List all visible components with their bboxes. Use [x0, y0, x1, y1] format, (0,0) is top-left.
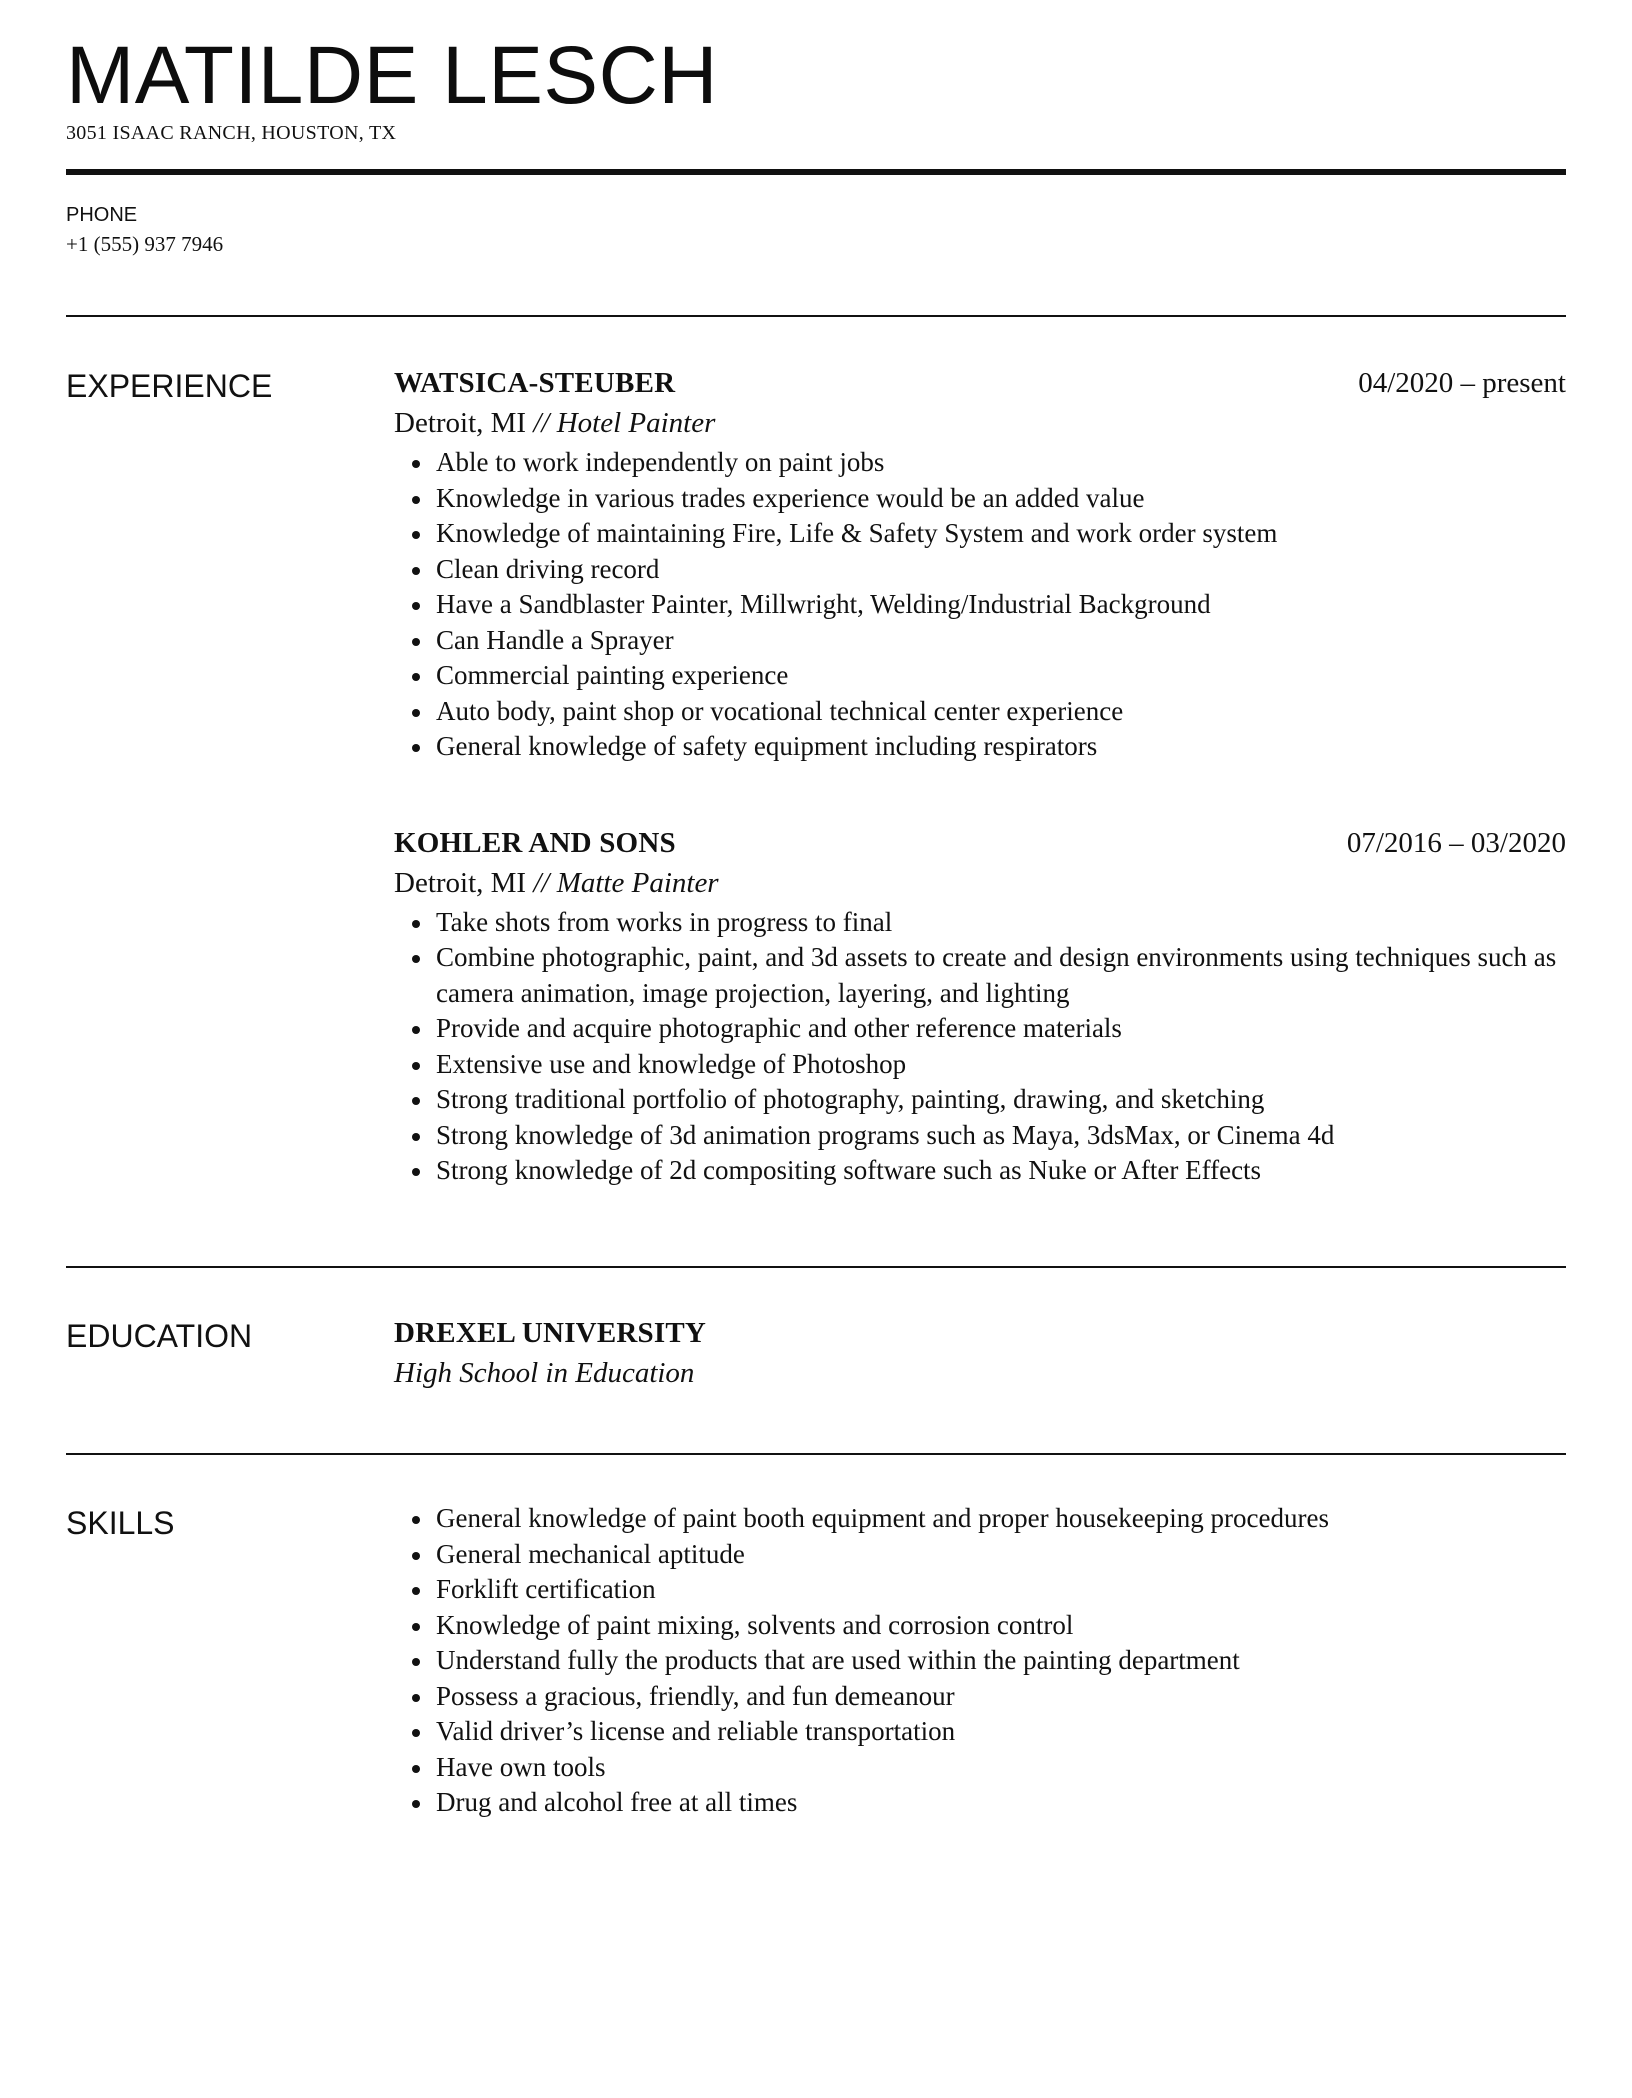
company-name: KOHLER AND SONS: [394, 826, 676, 859]
list-item: Have own tools: [394, 1750, 1566, 1786]
job-duties-list: [394, 445, 1566, 765]
job-entry: [394, 363, 1566, 765]
section-divider: [66, 315, 1566, 317]
job-subtitle: [394, 863, 1566, 903]
header-divider: [66, 169, 1566, 175]
list-item: Can Handle a Sprayer: [394, 623, 1566, 659]
experience-heading: EXPERIENCE: [66, 368, 273, 404]
degree-text: High School in Education: [394, 1357, 695, 1389]
list-item: Have a Sandblaster Painter, Millwright, Welding/Industrial Background: [394, 587, 1566, 623]
education-heading: EDUCATION: [66, 1318, 253, 1354]
job-header: [394, 363, 1566, 403]
job-header: [394, 823, 1566, 863]
job-separator: //: [533, 407, 550, 439]
phone-label: PHONE: [66, 204, 138, 226]
job-separator: //: [533, 866, 550, 899]
list-item: Take shots from works in progress to final: [394, 905, 1566, 941]
section-divider: [66, 1453, 1566, 1455]
job-duties-list: [394, 905, 1566, 1189]
list-item: Strong traditional portfolio of photography, painting, drawing, and sketching: [394, 1082, 1566, 1118]
list-item: Able to work independently on paint jobs: [394, 445, 1566, 481]
list-item: Knowledge in various trades experience would be an added value: [394, 481, 1566, 517]
candidate-address: 3051 ISAAC RANCH, HOUSTON, TX: [66, 122, 397, 144]
job-title: Matte Painter: [556, 866, 719, 899]
skills-heading: SKILLS: [66, 1505, 175, 1541]
list-item: Understand fully the products that are used within the painting department: [394, 1643, 1566, 1679]
job-location: Detroit, MI: [394, 866, 527, 899]
list-item: Auto body, paint shop or vocational technical center experience: [394, 694, 1566, 730]
job-entry: [394, 823, 1566, 1189]
list-item: Extensive use and knowledge of Photoshop: [394, 1047, 1566, 1083]
list-item: Possess a gracious, friendly, and fun demeanour: [394, 1679, 1566, 1715]
company-name: WATSICA-STEUBER: [394, 367, 676, 399]
list-item: Commercial painting experience: [394, 658, 1566, 694]
list-item: Strong knowledge of 3d animation programs such as Maya, 3dsMax, or Cinema 4d: [394, 1118, 1566, 1154]
list-item: Valid driver’s license and reliable transportation: [394, 1714, 1566, 1750]
list-item: General knowledge of paint booth equipment and proper housekeeping procedures: [394, 1501, 1566, 1537]
list-item: Knowledge of paint mixing, solvents and corrosion control: [394, 1608, 1566, 1644]
job-dates: 07/2016 – 03/2020: [1346, 826, 1566, 859]
job-location: Detroit, MI: [394, 407, 527, 439]
list-item: Drug and alcohol free at all times: [394, 1785, 1566, 1821]
list-item: Clean driving record: [394, 552, 1566, 588]
list-item: Forklift certification: [394, 1572, 1566, 1608]
resume-page: [66, 0, 1566, 2098]
list-item: Provide and acquire photographic and other reference materials: [394, 1011, 1566, 1047]
job-subtitle: [394, 403, 1566, 443]
section-divider: [66, 1266, 1566, 1268]
education-content: [394, 1313, 1566, 1393]
list-item: General mechanical aptitude: [394, 1537, 1566, 1573]
skills-content: [394, 1499, 1566, 1821]
job-dates: 04/2020 – present: [1358, 367, 1566, 399]
candidate-name: MATILDE LESCH: [66, 30, 719, 121]
job-title: Hotel Painter: [556, 407, 716, 439]
list-item: Combine photographic, paint, and 3d assets to create and design environments using techniques such as camera animation, image projection, layering, and lighting: [394, 940, 1566, 1011]
school-name: DREXEL UNIVERSITY: [394, 1317, 707, 1349]
experience-content: [394, 363, 1566, 1189]
list-item: Knowledge of maintaining Fire, Life & Safety System and work order system: [394, 516, 1566, 552]
list-item: Strong knowledge of 2d compositing software such as Nuke or After Effects: [394, 1153, 1566, 1189]
skills-list: [394, 1501, 1566, 1821]
degree: [394, 1353, 1566, 1393]
phone-number: +1 (555) 937 7946: [66, 232, 224, 256]
list-item: General knowledge of safety equipment including respirators: [394, 729, 1566, 765]
